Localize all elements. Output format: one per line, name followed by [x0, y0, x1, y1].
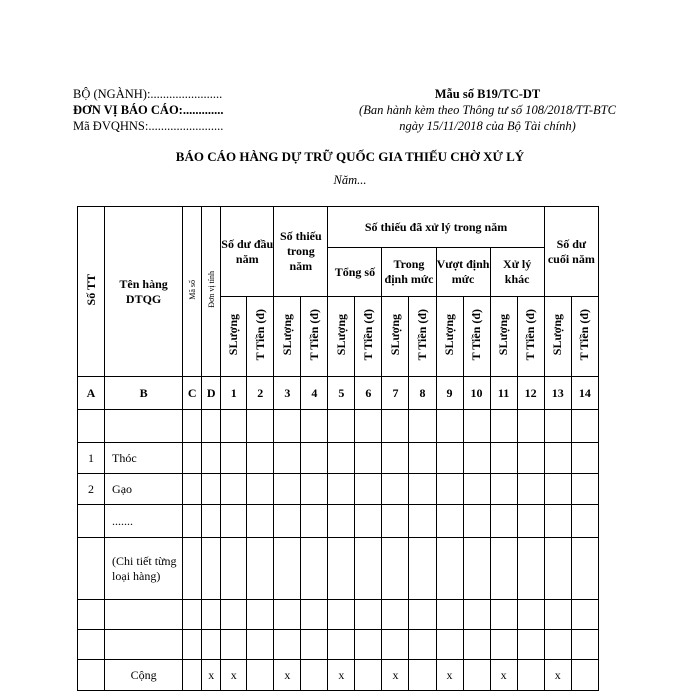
table-cell — [274, 538, 301, 600]
table-cell — [517, 410, 544, 443]
table-cell — [247, 538, 274, 600]
table-cell — [274, 505, 301, 538]
row-stt — [78, 410, 105, 443]
table-cell — [202, 443, 221, 474]
qty-header: SLượng — [274, 297, 301, 377]
reporting-unit-line: ĐƠN VỊ BÁO CÁO:............. — [73, 103, 224, 117]
issued-line-1: (Ban hành kèm theo Thông tư số 108/2018/TT-BTC — [359, 103, 616, 117]
index-cell: 8 — [409, 377, 436, 410]
row-stt — [78, 630, 105, 660]
table-cell — [202, 538, 221, 600]
table-cell — [436, 410, 463, 443]
table-cell — [221, 410, 247, 443]
table-cell — [183, 630, 202, 660]
row-item-name: Gạo — [105, 474, 183, 505]
index-cell: A — [78, 377, 105, 410]
table-cell — [409, 630, 436, 660]
table-cell — [463, 443, 490, 474]
money-header: T Tiền (đ) — [409, 297, 436, 377]
table-cell — [247, 630, 274, 660]
table-cell — [490, 474, 517, 505]
col-header-stt: Số TT — [78, 207, 105, 377]
qty-header: SLượng — [328, 297, 355, 377]
table-cell — [571, 443, 598, 474]
table-cell — [247, 443, 274, 474]
table-cell — [183, 505, 202, 538]
table-cell — [490, 630, 517, 660]
table-cell — [355, 410, 382, 443]
table-cell — [517, 630, 544, 660]
table-cell — [490, 410, 517, 443]
col-header-unit: Đơn vị tính — [202, 207, 221, 377]
table-cell — [544, 474, 571, 505]
table-cell — [328, 474, 355, 505]
table-cell — [544, 410, 571, 443]
table-cell — [355, 505, 382, 538]
table-cell — [221, 538, 247, 600]
table-cell — [221, 630, 247, 660]
sub-within-norm: Trong định mức — [382, 248, 436, 297]
table-cell — [463, 474, 490, 505]
table-cell — [355, 630, 382, 660]
total-cell — [247, 660, 274, 691]
table-cell — [202, 505, 221, 538]
total-mark: x — [544, 660, 571, 691]
issued-line-2: ngày 15/11/2018 của Bộ Tài chính) — [399, 119, 576, 133]
total-mark: x — [274, 660, 301, 691]
table-cell — [328, 505, 355, 538]
table-cell — [183, 538, 202, 600]
index-cell: 7 — [382, 377, 409, 410]
table-cell — [382, 600, 409, 630]
table-cell — [436, 474, 463, 505]
index-cell: C — [183, 377, 202, 410]
money-header: T Tiền (đ) — [301, 297, 328, 377]
table-cell — [544, 538, 571, 600]
table-cell — [274, 474, 301, 505]
table-cell — [571, 630, 598, 660]
report-table — [77, 206, 599, 691]
col-header-code: Mã số — [183, 207, 202, 377]
unit-code-line: Mã ĐVQHNS:........................ — [73, 119, 224, 133]
total-cell — [78, 660, 105, 691]
table-cell — [544, 443, 571, 474]
table-cell — [463, 630, 490, 660]
table-cell — [328, 630, 355, 660]
ministry-line: BỘ (NGÀNH):....................... — [73, 87, 223, 101]
table-row — [78, 474, 599, 505]
table-cell — [355, 538, 382, 600]
index-cell: 3 — [274, 377, 301, 410]
table-cell — [463, 600, 490, 630]
table-cell — [274, 630, 301, 660]
table-cell — [355, 600, 382, 630]
table-cell — [247, 410, 274, 443]
table-row — [78, 505, 599, 538]
total-cell — [355, 660, 382, 691]
total-mark: x — [490, 660, 517, 691]
total-cell — [463, 660, 490, 691]
table-cell — [517, 443, 544, 474]
table-cell — [202, 630, 221, 660]
row-stt — [78, 505, 105, 538]
table-cell — [382, 505, 409, 538]
row-stt: 1 — [78, 443, 105, 474]
total-mark: x — [202, 660, 221, 691]
sub-other-processing: Xử lý khác — [490, 248, 544, 297]
table-cell — [301, 443, 328, 474]
table-cell — [301, 410, 328, 443]
table-cell — [274, 600, 301, 630]
table-cell — [544, 505, 571, 538]
table-cell — [490, 600, 517, 630]
table-cell — [382, 630, 409, 660]
index-cell: B — [105, 377, 183, 410]
index-cell: 2 — [247, 377, 274, 410]
grp-opening-balance: Số dư đầu năm — [221, 207, 274, 297]
index-row — [78, 377, 599, 410]
table-cell — [328, 410, 355, 443]
table-cell — [183, 410, 202, 443]
table-cell — [355, 474, 382, 505]
table-row — [78, 443, 599, 474]
table-cell — [436, 538, 463, 600]
total-cell — [409, 660, 436, 691]
money-header: T Tiền (đ) — [463, 297, 490, 377]
index-cell: 4 — [301, 377, 328, 410]
table-cell — [517, 538, 544, 600]
table-cell — [463, 538, 490, 600]
table-row — [78, 538, 599, 600]
row-item-name — [105, 600, 183, 630]
table-cell — [301, 630, 328, 660]
row-item-name: (Chi tiết từng loại hàng) — [105, 538, 183, 600]
table-cell — [301, 538, 328, 600]
table-cell — [436, 600, 463, 630]
row-stt — [78, 538, 105, 600]
table-cell — [328, 538, 355, 600]
table-cell — [409, 538, 436, 600]
index-cell: 5 — [328, 377, 355, 410]
money-header: T Tiền (đ) — [571, 297, 598, 377]
qty-header: SLượng — [382, 297, 409, 377]
index-cell: 1 — [221, 377, 247, 410]
table-cell — [202, 410, 221, 443]
table-cell — [517, 474, 544, 505]
table-cell — [436, 505, 463, 538]
row-item-name — [105, 410, 183, 443]
table-cell — [183, 600, 202, 630]
table-cell — [328, 443, 355, 474]
table-cell — [409, 505, 436, 538]
row-item-name: ....... — [105, 505, 183, 538]
report-year: Năm... — [333, 173, 367, 187]
table-cell — [436, 443, 463, 474]
table-cell — [463, 505, 490, 538]
report-title: BÁO CÁO HÀNG DỰ TRỮ QUỐC GIA THIẾU CHỜ XỬ LÝ — [175, 149, 525, 164]
table-cell — [436, 630, 463, 660]
grp-closing-balance: Số dư cuối năm — [544, 207, 598, 297]
table-row — [78, 410, 599, 443]
row-item-name — [105, 630, 183, 660]
qty-header: SLượng — [544, 297, 571, 377]
money-header: T Tiền (đ) — [247, 297, 274, 377]
money-header: T Tiền (đ) — [517, 297, 544, 377]
total-mark: x — [436, 660, 463, 691]
table-cell — [490, 443, 517, 474]
sub-total: Tổng số — [328, 248, 382, 297]
table-cell — [221, 600, 247, 630]
table-cell — [274, 443, 301, 474]
table-cell — [571, 600, 598, 630]
table-cell — [490, 505, 517, 538]
header-left — [73, 86, 223, 134]
table-cell — [544, 630, 571, 660]
total-label: Cộng — [105, 660, 183, 691]
table-cell — [355, 443, 382, 474]
table-cell — [247, 474, 274, 505]
table-cell — [202, 474, 221, 505]
table-cell — [409, 600, 436, 630]
table-cell — [274, 410, 301, 443]
row-item-name: Thóc — [105, 443, 183, 474]
money-header: T Tiền (đ) — [355, 297, 382, 377]
table-cell — [301, 474, 328, 505]
header-right — [300, 86, 675, 134]
total-cell — [517, 660, 544, 691]
table-cell — [409, 474, 436, 505]
table-cell — [221, 443, 247, 474]
table-cell — [382, 538, 409, 600]
index-cell: 13 — [544, 377, 571, 410]
index-cell: 11 — [490, 377, 517, 410]
table-cell — [571, 505, 598, 538]
total-mark: x — [221, 660, 247, 691]
table-cell — [221, 474, 247, 505]
index-cell: 6 — [355, 377, 382, 410]
table-cell — [517, 505, 544, 538]
row-stt: 2 — [78, 474, 105, 505]
table-cell — [463, 410, 490, 443]
qty-header: SLượng — [436, 297, 463, 377]
col-header-name: Tên hàng DTQG — [105, 207, 183, 377]
total-cell — [183, 660, 202, 691]
table-cell — [382, 410, 409, 443]
table-cell — [221, 505, 247, 538]
table-cell — [571, 474, 598, 505]
index-cell: D — [202, 377, 221, 410]
table-cell — [517, 600, 544, 630]
sub-over-norm: Vượt định mức — [436, 248, 490, 297]
table-cell — [382, 474, 409, 505]
table-cell — [571, 410, 598, 443]
form-number: Mẫu số B19/TC-DT — [434, 87, 541, 101]
table-cell — [247, 505, 274, 538]
index-cell: 14 — [571, 377, 598, 410]
qty-header: SLượng — [221, 297, 247, 377]
total-row — [78, 660, 599, 691]
table-cell — [301, 505, 328, 538]
table-cell — [544, 600, 571, 630]
grp-processed-shortage: Số thiếu đã xử lý trong năm — [328, 207, 544, 248]
index-cell: 10 — [463, 377, 490, 410]
table-cell — [247, 600, 274, 630]
qty-header: SLượng — [490, 297, 517, 377]
table-row — [78, 600, 599, 630]
table-cell — [382, 443, 409, 474]
table-cell — [409, 443, 436, 474]
total-mark: x — [382, 660, 409, 691]
index-cell: 12 — [517, 377, 544, 410]
total-cell — [571, 660, 598, 691]
table-cell — [301, 600, 328, 630]
index-cell: 9 — [436, 377, 463, 410]
grp-shortage-in-year: Số thiếu trong năm — [274, 207, 328, 297]
table-cell — [183, 474, 202, 505]
table-cell — [409, 410, 436, 443]
table-cell — [202, 600, 221, 630]
table-cell — [183, 443, 202, 474]
table-cell — [571, 538, 598, 600]
total-cell — [301, 660, 328, 691]
total-mark: x — [328, 660, 355, 691]
table-row — [78, 630, 599, 660]
table-cell — [328, 600, 355, 630]
row-stt — [78, 600, 105, 630]
table-cell — [490, 538, 517, 600]
